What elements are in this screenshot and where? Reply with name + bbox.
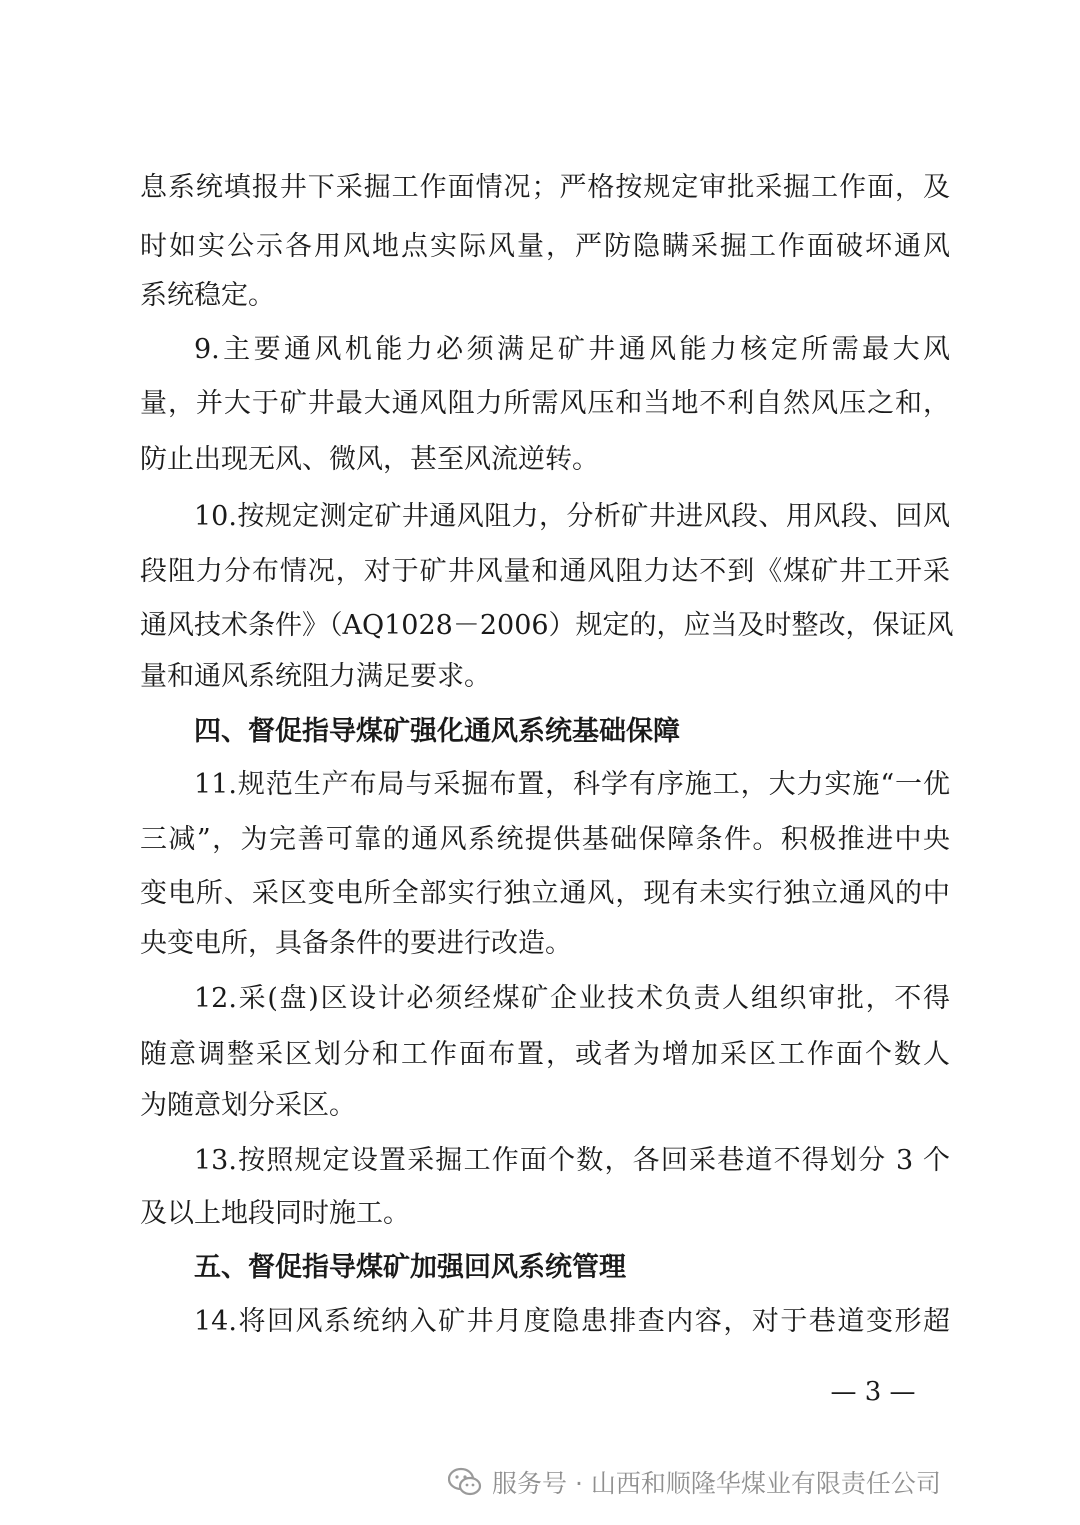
text-line: 央变电所，具备条件的要进行改造。	[140, 928, 572, 959]
text-line: 息系统填报井下采掘工作面情况；严格按规定审批采掘工作面，及	[140, 172, 950, 203]
watermark-text: 服务号 · 山西和顺隆华煤业有限责任公司	[492, 1469, 941, 1498]
text-line: 三减”，为完善可靠的通风系统提供基础保障条件。积极推进中央	[140, 824, 950, 855]
text-line: 14.将回风系统纳入矿井月度隐患排查内容，对于巷道变形超	[194, 1306, 950, 1337]
text-line: 11.规范生产布局与采掘布置，科学有序施工，大力实施“一优	[194, 769, 950, 800]
text-line: 13.按照规定设置采掘工作面个数，各回采巷道不得划分 3 个	[194, 1145, 950, 1176]
text-line: 防止出现无风、微风，甚至风流逆转。	[140, 444, 599, 475]
text-line: 通风技术条件》（AQ1028－2006）规定的，应当及时整改，保证风	[140, 610, 954, 641]
page-number: — 3 —	[830, 1377, 916, 1407]
text-line: 9.主要通风机能力必须满足矿井通风能力核定所需最大风	[194, 334, 950, 365]
text-line: 10.按规定测定矿井通风阻力，分析矿井进风段、用风段、回风	[194, 501, 950, 532]
section-heading: 四、督促指导煤矿强化通风系统基础保障	[194, 716, 680, 747]
wechat-icon	[448, 1467, 482, 1497]
text-line: 及以上地段同时施工。	[140, 1198, 410, 1229]
section-heading: 五、督促指导煤矿加强回风系统管理	[194, 1252, 626, 1283]
text-line: 变电所、采区变电所全部实行独立通风，现有未实行独立通风的中	[140, 878, 950, 909]
text-line: 为随意划分采区。	[140, 1090, 356, 1121]
text-line: 系统稳定。	[140, 280, 275, 311]
text-line: 段阻力分布情况，对于矿井风量和通风阻力达不到《煤矿井工开采	[140, 556, 950, 587]
text-line: 时如实公示各用风地点实际风量，严防隐瞒采掘工作面破坏通风	[140, 231, 950, 262]
text-line: 量，并大于矿井最大通风阻力所需风压和当地不利自然风压之和，	[140, 388, 950, 419]
text-line: 随意调整采区划分和工作面布置，或者为增加采区工作面个数人	[140, 1039, 950, 1070]
text-line: 量和通风系统阻力满足要求。	[140, 661, 491, 692]
account-watermark	[448, 1460, 941, 1504]
text-line: 12.采(盘)区设计必须经煤矿企业技术负责人组织审批，不得	[194, 983, 950, 1014]
